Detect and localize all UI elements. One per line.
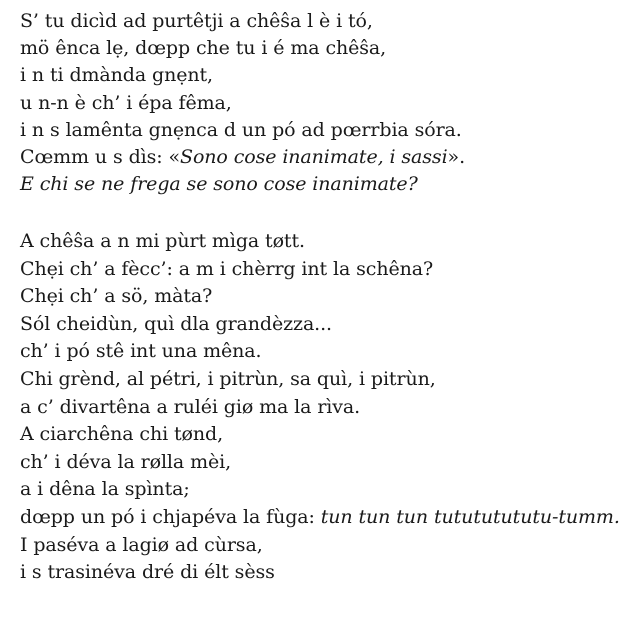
- poem-line-12: ch’ i pó stê int una mêna.: [20, 340, 262, 363]
- line-18-text: dœpp un pó i chjapéva la fùga:: [20, 505, 321, 528]
- poem-line-19: I paséva a lagiø ad cùrsa,: [20, 533, 263, 556]
- poem-stanza-2: [20, 228, 635, 587]
- poem-line-3: i n ti dmànda gnẹnt,: [20, 64, 213, 87]
- poem-line-14: a c’ divartêna a ruléi giø ma la rìva.: [20, 395, 361, 418]
- poem-line-4: u n-n è ch’ i épa fêma,: [20, 91, 232, 114]
- poem-line-17: a i dêna la spìnta;: [20, 478, 190, 501]
- onomatopoeia-text: tun tun tun tutututututu-tumm.: [320, 505, 620, 528]
- italian-quote: Sono cose inanimate, i sassi: [180, 146, 448, 169]
- poem-line-10: Chẹi ch’ a sö, màta?: [20, 285, 213, 308]
- poem-line-7: E chi se ne frega se sono cose inanimate?: [20, 173, 418, 196]
- poem-line-18: [20, 504, 635, 532]
- poem-line-1: S’ tu dicìd ad purtêtji a chêŝa l è i tó,: [20, 10, 373, 32]
- poem-line-8: A chêŝa a n mi pùrt mìga tøtt.: [20, 230, 305, 252]
- quote-open-text: Cœmm u s dìs: «: [20, 146, 181, 169]
- poem-line-6: [20, 144, 635, 171]
- poem-line-9: Chẹi ch’ a fècc’: a m i chèrrg int la schêna?: [20, 257, 434, 280]
- poem-line-5: i n s lamênta gnẹnca d un pó ad pœrrbia sóra.: [20, 118, 462, 141]
- poem-line-16: ch’ i déva la rølla mèi,: [20, 450, 232, 473]
- poem-line-2: mö ênca lẹ, dœpp che tu i é ma chêŝa,: [20, 37, 387, 60]
- poem-line-20: i s trasinéva dré di élt sèss: [20, 561, 275, 584]
- poem-line-15: A ciarchêna chi tønd,: [20, 423, 224, 446]
- quote-close-text: ».: [447, 146, 466, 169]
- poem-stanza-1: [20, 8, 635, 198]
- poem-line-13: Chi grènd, al pétri, i pitrùn, sa quì, i pitrùn,: [20, 367, 436, 390]
- poem-line-11: Sól cheidùn, quì dla grandèzza...: [20, 312, 332, 335]
